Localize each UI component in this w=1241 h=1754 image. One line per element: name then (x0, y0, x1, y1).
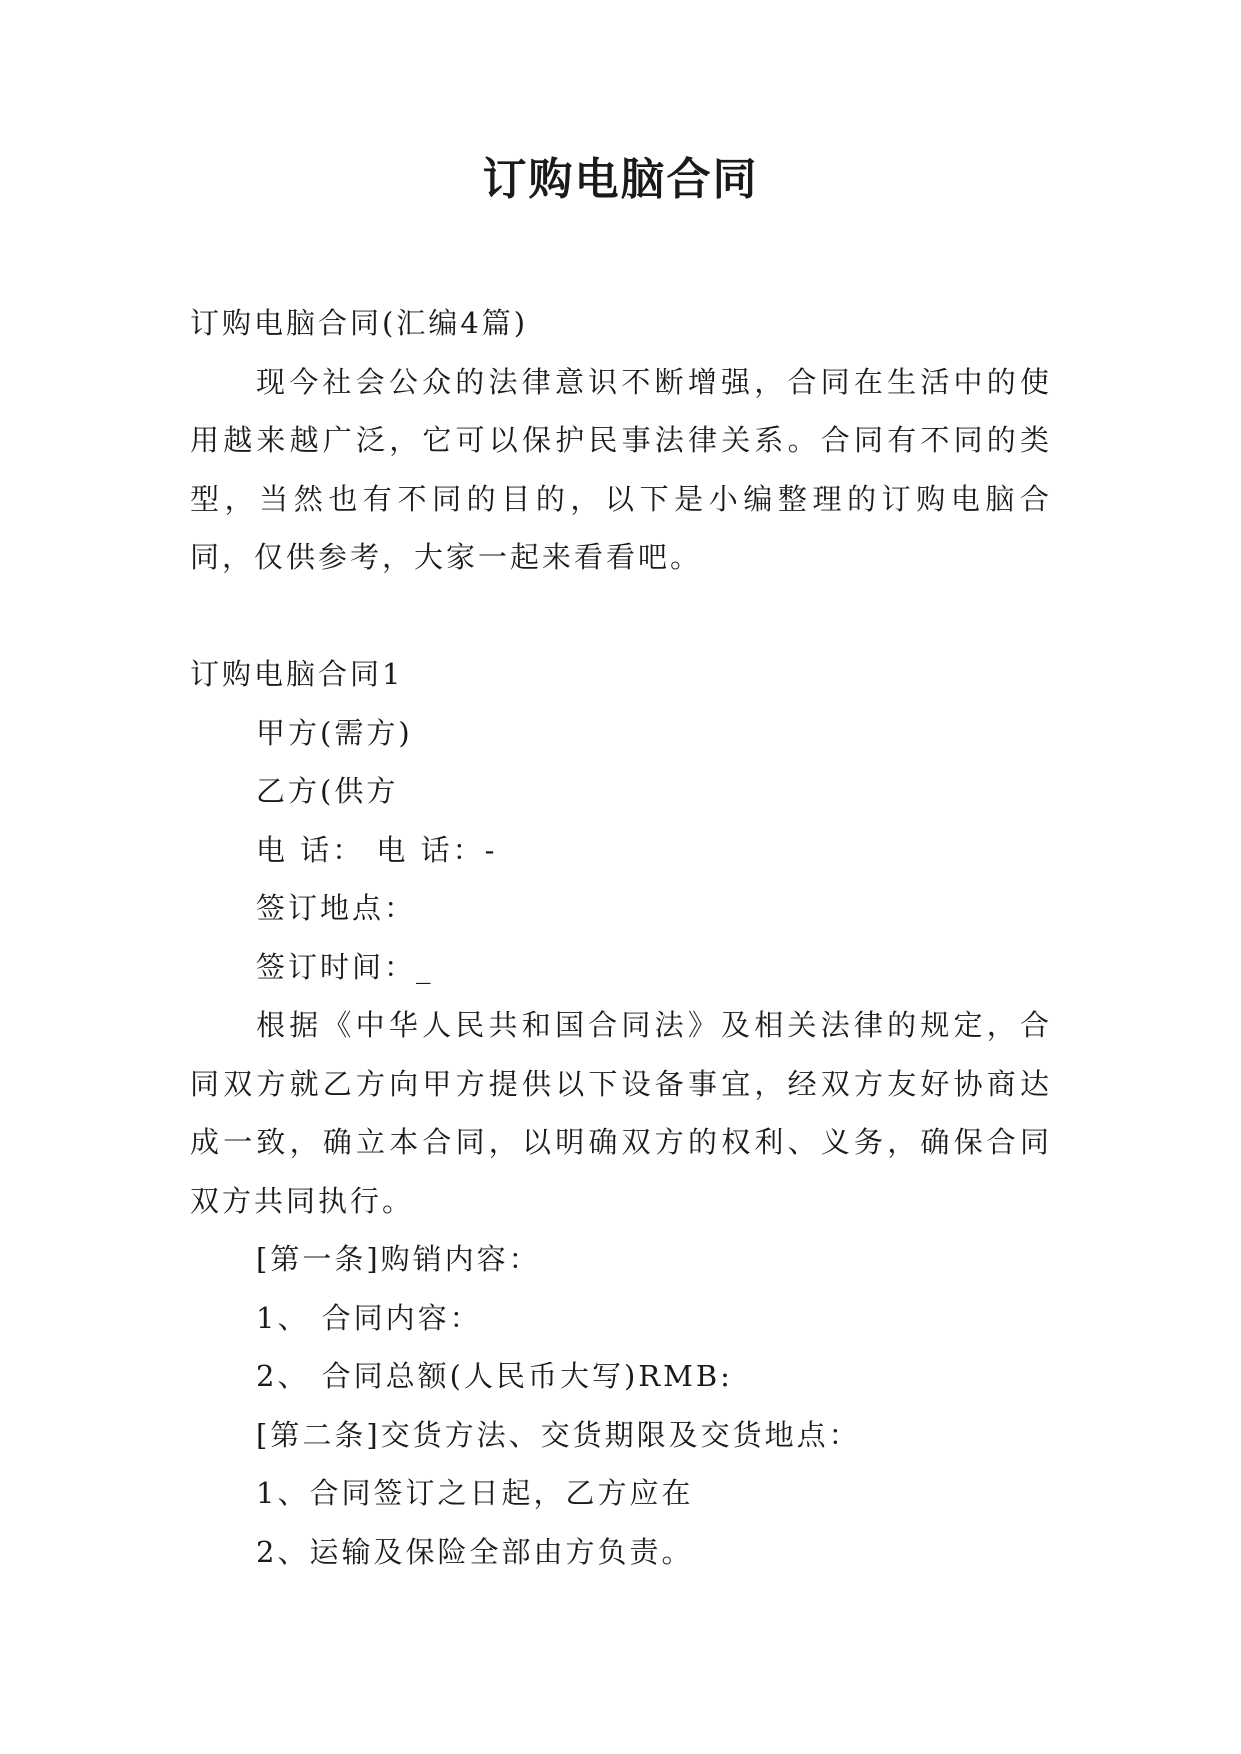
intro-paragraph: 现今社会公众的法律意识不断增强，合同在生活中的使用越来越广泛，它可以保护民事法律关系。合同有不同的类型，当然也有不同的目的，以下是小编整理的订购电脑合同，仅供参考，大家一起来看看吧。 (190, 364, 1052, 574)
article-2-title: [第二条]交货方法、交货期限及交货地点： (256, 1417, 861, 1452)
article-1-item-2: 2、 合同总额(人民币大写)RMB: (256, 1359, 733, 1393)
party-a-line: 甲方(需方) (256, 715, 413, 750)
article-1-item-1: 1、 合同内容： (256, 1300, 482, 1335)
party-b-line: 乙方(供方 (256, 774, 399, 808)
section-heading: 订购电脑合同1 (190, 657, 404, 691)
sign-time-line: 签订时间：_ (256, 949, 434, 984)
article-2-item-2: 2、运输及保险全部由方负责。 (256, 1534, 694, 1569)
article-1-title: [第一条]购销内容： (256, 1242, 541, 1276)
phone-line: 电 话： 电 话：- (256, 832, 498, 867)
document-title: 订购电脑合同 (482, 154, 759, 205)
article-2-item-1: 1、合同签订之日起，乙方应在 (256, 1476, 694, 1510)
basis-paragraph: 根据《中华人民共和国合同法》及相关法律的规定，合同双方就乙方向甲方提供以下设备事宜，经双方友好协商达成一致，确立本合同，以明确双方的权利、义务，确保合同双方共同执行。 (190, 1008, 1052, 1218)
document-subtitle: 订购电脑合同(汇编4篇) (190, 306, 529, 340)
document-body (190, 294, 1052, 1581)
sign-place-line: 签订地点： (256, 891, 417, 925)
